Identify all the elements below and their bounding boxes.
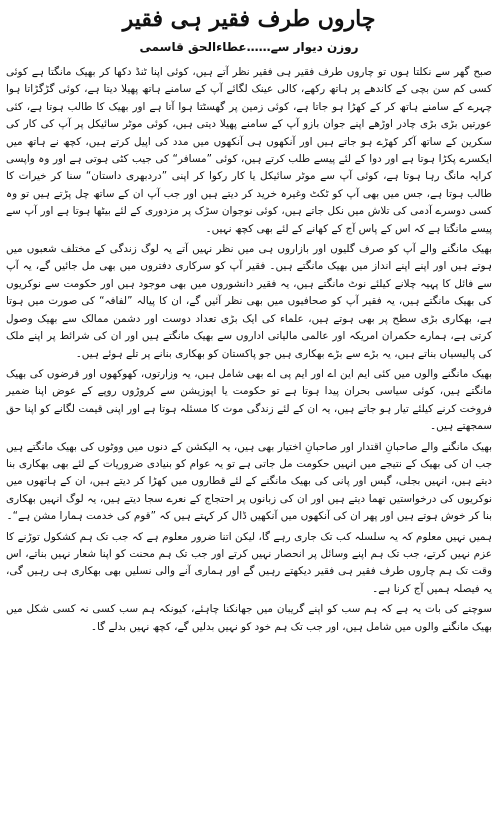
paragraph: ہمیں نہیں معلوم کہ یہ سلسلہ کب تک جاری رہے گا، لیکن اتنا ضرور معلوم ہے کہ جب تک ہم کشکول توڑنے کا عزم نہیں کرتے، جب تک ہم اپنے وسائل پر انحصار نہیں کرتے اور جب تک ہم محنت کو اپنا شعار نہیں بناتے، اس وقت تک ہم چاروں طرف فقیر ہی فقیر دیکھتے رہیں گے اور ہماری آنے والی نسلیں بھی بھکاری ہی رہیں گی، یہ فیصلہ ہمیں آج کرنا ہے۔ (6, 530, 492, 595)
column-body (6, 64, 492, 639)
column-byline: روزن دیوار سے……عطاءالحق قاسمی (139, 40, 359, 54)
paragraph: بھیک مانگنے والے صاحبانِ اقتدار اور صاحبانِ اختیار بھی ہیں، یہ الیکشن کے دنوں میں ووٹوں کی بھیک مانگتے ہیں جب ان کی بھیک کے نتیجے میں انہیں حکومت مل جاتی ہے تو یہ عوام کو بنیادی ضروریات کے لئے بھی بھکاری بنا دیتے ہیں، انہیں بجلی، گیس اور پانی کی بھیک مانگنے کے لئے قطاروں میں کھڑا کر دیتے ہیں، ان کے ہاتھوں میں نوکریوں کی درخواستیں تھما دیتے ہیں اور ان کی زبانوں پر احتجاج کے نعرے سجا دیتے ہیں، یہ لوگ انہیں بھکاری بنا کر خوش ہوتے ہیں اور پھر ان کی آنکھوں میں آنکھیں ڈال کر کہتے ہیں کہ ”قوم کی خدمت ہمارا مشن ہے“۔ (6, 440, 492, 523)
column-title: چاروں طرف فقیر ہی فقیر (122, 6, 376, 32)
paragraph: صبح گھر سے نکلتا ہوں تو چاروں طرف فقیر ہی فقیر نظر آتے ہیں، کوئی اپنا ٹنڈ دکھا کر بھیک مانگتا ہے کوئی کسی کم سن بچی کے کاندھے پر ہاتھ رکھے، کالی عینک لگائے آپ کے سامنے ہاتھ پھیلا دیتا ہے، کوئی گڑگڑاتا ہوا چہرے کے سامنے ہاتھ کر کے کھڑا ہو جاتا ہے، کوئی زمین پر گھسٹتا ہوا آتا ہے اور بھیک کا طالب ہوتا ہے، کئی عورتیں بڑی بڑی چادر اوڑھے اپنے جوان بازو آپ کے سامنے پھیلا دیتی ہیں، کوئی موٹر سائیکل پر آپ کی کار کی سکرین کے ساتھ آکر کھڑے ہو جاتے ہیں اور آنکھوں ہی آنکھوں میں مدد کی اپیل کرتے ہیں، کچھ نے ہاتھ میں ایکسرے پکڑا ہوتا ہے اور دوا کے لئے پیسے طلب کرتے ہیں، کوئی ”مسافر“ کی جیب کٹی ہوتی ہے اور وہ واپسی کرایہ مانگ رہا ہوتا ہے، کوئی آپ سے موٹر سائیکل یا کار رکوا کر اپنی ”دردبھری داستان“ سنا کر خیرات کا طالب ہوتا ہے، جس میں بھی آپ کو ٹکٹ وغیرہ خرید کر دیتے ہیں اور جب آپ ان کے ساتھ چل پڑتے ہیں تو وہ کسی دوسرے آدمی کی تلاش میں نکل جاتے ہیں، کوئی نوجوان سڑک پر مزدوری کے لئے بیٹھا ہوتا ہے اور آپ سے پیسے مانگتا ہے کہ اس کے پاس آج کے کھانے کے لئے بھی کچھ نہیں۔ (6, 66, 492, 235)
paragraph: بھیک مانگنے والوں میں کئی ایم این اے اور ایم پی اے بھی شامل ہیں، یہ وزارتوں، کھوکھوں اور قرضوں کی بھیک مانگتے ہیں، کوئی سیاسی بحران پیدا ہوتا ہے تو حکومت یا اپوزیشن سے کروڑوں روپے کے عوض اپنا ضمیر فروخت کرنے کیلئے تیار ہو جاتے ہیں، یہ ان کے لئے زندگی موت کا مسئلہ ہوتا ہے اور اپنی قیمت لگانے کو اپنا حق سمجھتے ہیں۔ (6, 367, 492, 433)
paragraph: بھیک مانگنے والے آپ کو صرف گلیوں اور بازاروں ہی میں نظر نہیں آتے یہ لوگ زندگی کے مختلف شعبوں میں ہوتے ہیں اور اپنے اپنے انداز میں بھیک مانگتے ہیں۔ فقیر آپ کو سرکاری دفتروں میں بھی مل جائیں گے، یہ آپ سے فائل کا پہیہ چلانے کیلئے نوٹ مانگتے ہیں، یہ فقیر دانشوروں میں بھی موجود ہیں اور حکومت سے نوکریوں کی بھیک مانگتے ہیں، یہ فقیر آپ کو صحافیوں میں بھی نظر آئیں گے، ان کا پیالہ ”لفافہ“ کی صورت میں ہوتا ہے، بھکاری بڑی سطح پر بھی ہوتے ہیں، علماء کی ایک بڑی تعداد دوست اور دشمن ممالک سے بھیک وصول کرتی ہے، ہمارے حکمران امریکہ اور عالمی مالیاتی اداروں سے بھیک مانگتے ہیں اور ان کی شرائط پر اپنے ملک کی پالیسیاں بناتے ہیں، یہ بڑے سے بڑے بھکاری ہیں جو پاکستان کو بھکاری بنانے پر تلے ہوئے ہیں۔ (6, 243, 492, 360)
paragraph: سوچنے کی بات یہ ہے کہ ہم سب کو اپنے گریبان میں جھانکنا چاہئے، کیونکہ ہم سب کسی نہ کسی شکل میں بھیک مانگنے والوں میں شامل ہیں، اور جب تک ہم خود کو نہیں بدلیں گے، کچھ نہیں بدلے گا۔ (6, 603, 492, 633)
